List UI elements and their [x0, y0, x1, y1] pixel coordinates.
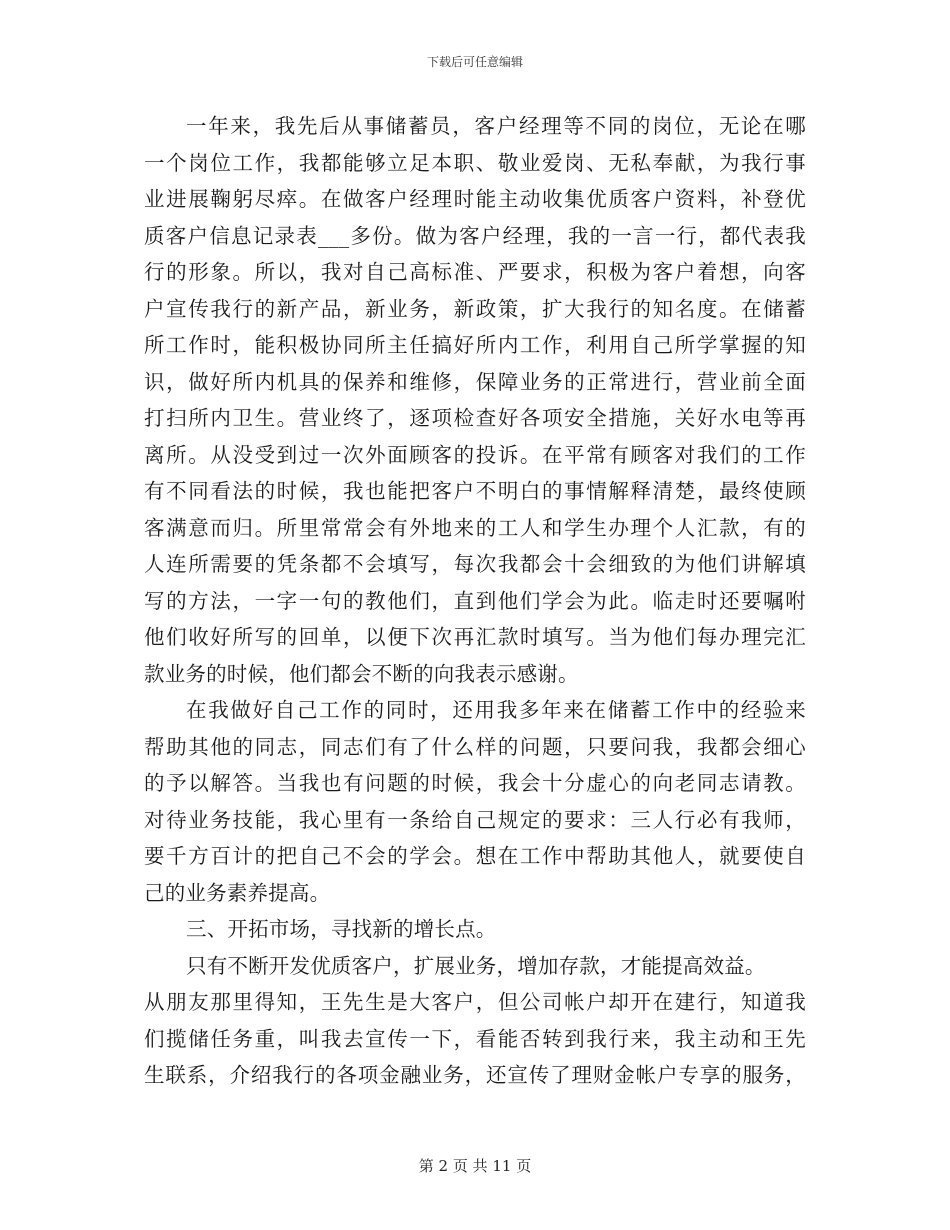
text-line: 离所。从没受到过一次外面顾客的投诉。在平常有顾客对我们的工作	[144, 442, 806, 467]
text-line: 的予以解答。当我也有问题的时候，我会十分虚心的向老同志请教。	[144, 771, 806, 795]
body-text	[144, 108, 806, 1094]
text-line: 户宣传我行的新产品，新业务，新政策，扩大我行的知名度。在储蓄	[144, 296, 806, 321]
text-line: 有不同看法的时候，我也能把客户不明白的事情解释清楚，最终使顾	[144, 479, 806, 503]
text-line: 识，做好所内机具的保养和维修，保障业务的正常进行，营业前全面	[144, 369, 806, 394]
text-line: 们揽储任务重，叫我去宣传一下，看能否转到我行来，我主动和王先	[144, 1026, 806, 1051]
text-line: 人连所需要的凭条都不会填写，每次我都会十会细致的为他们讲解填	[144, 552, 806, 576]
text-line: 一年来，我先后从事储蓄员，客户经理等不同的岗位，无论在哪	[186, 114, 806, 138]
text-line: 己的业务素养提高。	[144, 880, 331, 905]
text-line: 质客户信息记录表___多份。做为客户经理，我的一言一行，都代表我	[144, 223, 806, 248]
text-line: 要千方百计的把自己不会的学会。想在工作中帮助其他人，就要使自	[144, 844, 806, 868]
text-line: 款业务的时候，他们都会不断的向我表示感谢。	[144, 661, 579, 686]
page-number: 第 2 页 共 11 页	[418, 1157, 532, 1175]
text-line: 帮助其他的同志，同志们有了什么样的问题，只要问我，我都会细心	[144, 734, 806, 759]
section-heading: 三、开拓市场，寻找新的增长点。	[186, 917, 497, 941]
text-line: 只有不断开发优质客户，扩展业务，增加存款，才能提高效益。	[186, 953, 766, 978]
text-line: 在我做好自己工作的同时，还用我多年来在储蓄工作中的经验来	[186, 698, 806, 722]
text-line: 对待业务技能，我心里有一条给自己规定的要求：三人行必有我师，	[144, 807, 806, 832]
text-line: 他们收好所写的回单，以便下次再汇款时填写。当为他们每办理完汇	[144, 625, 806, 649]
text-line: 从朋友那里得知，王先生是大客户，但公司帐户却开在建行，知道我	[144, 990, 806, 1014]
text-line: 一个岗位工作，我都能够立足本职、敬业爱岗、无私奉献，为我行事	[144, 150, 806, 175]
text-line: 客满意而归。所里常常会有外地来的工人和学生办理个人汇款，有的	[144, 515, 806, 540]
text-line: 写的方法，一字一句的教他们，直到他们学会为此。临走时还要嘱咐	[144, 588, 806, 613]
text-line: 所工作时，能积极协同所主任搞好所内工作，利用自己所学掌握的知	[144, 333, 806, 357]
header-note: 下载后可任意编辑	[426, 55, 523, 69]
text-line: 业进展鞠躬尽瘁。在做客户经理时能主动收集优质客户资料，补登优	[144, 187, 806, 211]
text-line: 打扫所内卫生。营业终了，逐项检查好各项安全措施，关好水电等再	[144, 406, 806, 430]
text-line: 生联系，介绍我行的各项金融业务，还宣传了理财金帐户专享的服务，	[144, 1063, 806, 1087]
text-line: 行的形象。所以，我对自己高标准、严要求，积极为客户着想，向客	[144, 260, 806, 284]
